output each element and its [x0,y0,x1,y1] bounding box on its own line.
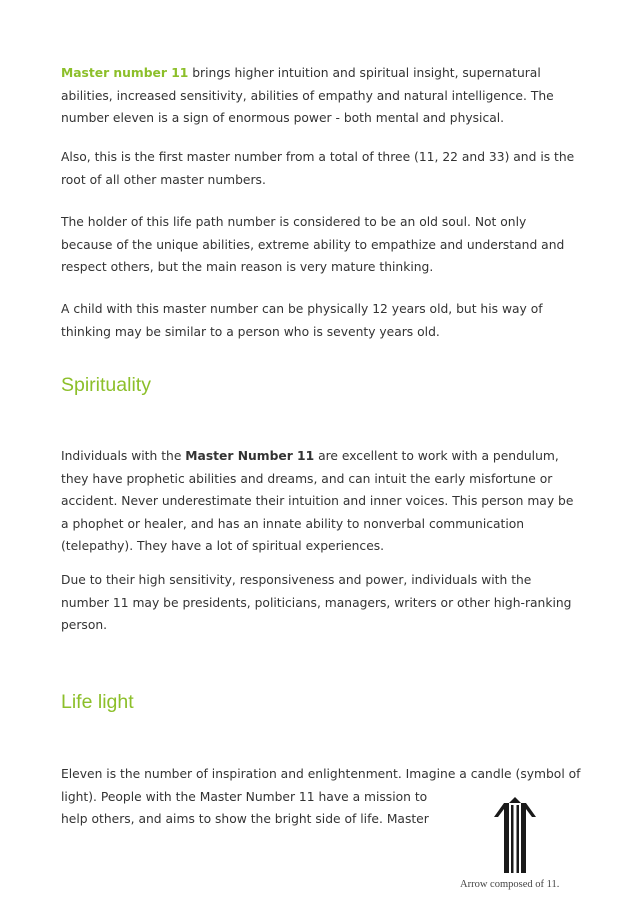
master-number-bold: Master Number 11 [185,449,315,463]
intro-paragraph-4: A child with this master number can be physically 12 years old, but his way of thinking may be similar to a person who is seventy years old. [61,302,543,339]
intro-paragraph-1 [61,62,581,130]
life-light-line-2: light). People with the Master Number 11 have a mission to [61,789,428,804]
intro-paragraph-1-text: brings higher intuition and spiritual insight, supernatural abilities, increased sensitivity, abilities of empathy and natural intelligence. The number eleven is a sign of enormous power - both mental and physical. [61,66,554,125]
figure-caption: Arrow composed of 11. [460,879,560,890]
spirituality-paragraph-1 [61,445,581,558]
intro-paragraph-2: Also, this is the first master number from a total of three (11, 22 and 33) and is the root of all other master numbers. [61,150,575,187]
arrow-composed-of-11-icon [486,795,546,875]
intro-paragraph-3: The holder of this life path number is considered to be an old soul. Not only because of the unique abilities, extreme ability to empathize and understand and respect others, but the main reason is very mature thinking. [61,215,565,274]
life-light-heading: Life light [61,691,134,713]
spirituality-heading: Spirituality [61,374,151,396]
spirituality-paragraph-1-before: Individuals with the [61,449,186,463]
spirituality-paragraph-1-after: are excellent to work with a pendulum, they have prophetic abilities and dreams, and can intuit the early misfortune or accident. Never underestimate their intuition and inner voices. This person may be a phophet or healer, and has an innate ability to nonverbal communication (telepathy). They have a lot of spiritual experiences. [61,449,574,553]
arrow-figure [456,795,576,895]
master-number-highlight: Master number 11 [61,66,189,80]
life-light-line-1: Eleven is the number of inspiration and enlightenment. Imagine a candle (symbol of [61,767,581,781]
life-light-line-3: help others, and aims to show the bright side of life. Master [61,812,429,826]
spirituality-paragraph-2: Due to their high sensitivity, responsiveness and power, individuals with the number 11 may be presidents, politicians, managers, writers or other high-ranking person. [61,573,572,632]
